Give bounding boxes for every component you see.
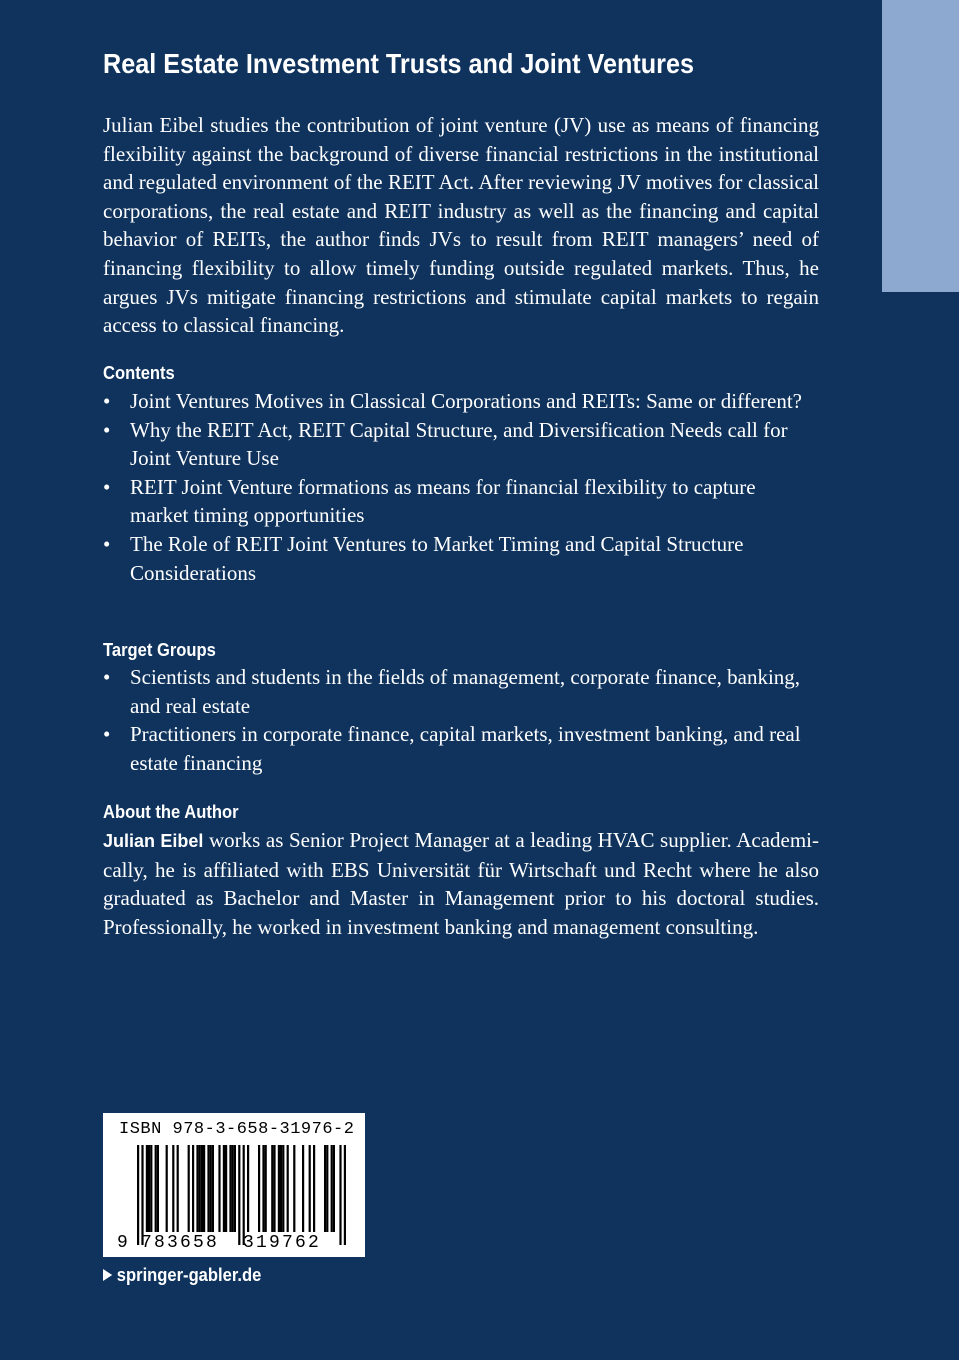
barcode-bar — [212, 1145, 214, 1232]
publisher-url: springer-gabler.de — [116, 1265, 262, 1285]
barcode-bar — [199, 1145, 201, 1232]
barcode-bar — [201, 1145, 203, 1232]
color-side-tab — [882, 0, 959, 292]
list-item-text: Joint Ventures Motives in Classical Corporations and REITs: Same or different? — [130, 389, 802, 413]
barcode-digits-left: 783658 — [141, 1233, 220, 1253]
barcode-bar — [203, 1145, 205, 1232]
isbn-label: ISBN 978-3-658-31976-2 — [119, 1120, 355, 1139]
book-abstract: Julian Eibel studies the contribution of joint venture (JV) use as means of financing flexibility against the background of diverse financial restrictions in the institutional and regulated environment of the REIT Act. After reviewing JV motives for classical corporations, the real estate and REIT industry as well as the financing and capital behavior of REITs, the author finds JVs to result from REIT managers’ need of financing flexibility to allow timely funding outside regulated markets. Thus, he argues JVs mitigate financing restrictions and stimulate capital markets to regain access to classical financing. — [103, 113, 819, 338]
bullet-icon: • — [103, 389, 111, 413]
barcode-bar — [188, 1145, 190, 1232]
barcode-bar — [218, 1145, 220, 1232]
barcode-bar — [141, 1145, 143, 1245]
barcode-bar — [293, 1145, 295, 1232]
barcode-bar — [234, 1145, 236, 1232]
barcode-bar — [155, 1145, 157, 1232]
list-item-text: The Role of REIT Joint Ventures to Market Timing and Capital Structure Considerations — [130, 531, 744, 585]
barcode-bar — [247, 1145, 249, 1232]
book-title: Real Estate Investment Trusts and Joint Ventures — [103, 48, 694, 79]
barcode-bar — [278, 1145, 280, 1232]
list-item — [103, 720, 803, 777]
barcode-bar — [344, 1145, 346, 1245]
barcode-bar — [324, 1145, 326, 1232]
bullet-icon: • — [103, 722, 111, 747]
isbn-barcode — [103, 1113, 365, 1257]
barcode-bar — [157, 1145, 159, 1232]
list-item-text: Practitioners in corporate finance, capital markets, investment banking, and real estate financing — [130, 722, 801, 775]
barcode-bar — [258, 1145, 260, 1232]
barcode-bar — [177, 1145, 179, 1232]
list-item — [103, 416, 803, 473]
barcode-bar — [282, 1145, 284, 1232]
barcode-bar — [265, 1145, 267, 1232]
bullet-icon: • — [103, 474, 111, 499]
barcode-digits — [103, 1232, 365, 1254]
barcode-bar — [172, 1145, 174, 1232]
barcode-bar — [331, 1145, 333, 1232]
contents-heading: Contents — [103, 363, 175, 383]
arrow-right-icon — [103, 1269, 112, 1281]
list-item — [103, 530, 803, 587]
about-author-text — [103, 826, 819, 941]
contents-list — [103, 387, 803, 587]
target-groups-list — [103, 663, 803, 777]
barcode-bar — [273, 1145, 275, 1232]
barcode-bar — [339, 1145, 341, 1245]
barcode-bar — [166, 1145, 168, 1232]
barcode-bar — [309, 1145, 311, 1232]
barcode-digit-first: 9 — [117, 1233, 128, 1253]
barcode-bar — [326, 1145, 328, 1232]
barcode-bar — [223, 1145, 225, 1232]
barcode-bar — [192, 1145, 194, 1232]
barcode-bar — [146, 1145, 148, 1232]
barcode-bar — [302, 1145, 304, 1232]
barcode-bar — [207, 1145, 209, 1232]
list-item — [103, 663, 803, 720]
barcode-bar — [232, 1145, 234, 1232]
barcode-bar — [210, 1145, 212, 1232]
list-item-text: Why the REIT Act, REIT Capital Structure, and Diversification Needs call for Joint Venture Use — [130, 417, 788, 471]
list-item-text: REIT Joint Venture formations as means for financial flexibility to capture market timing opportunities — [130, 474, 756, 528]
list-item — [103, 473, 803, 530]
about-author-heading: About the Author — [103, 802, 239, 822]
list-item-text: Scientists and students in the fields of management, corporate finance, banking, and real estate — [130, 665, 801, 718]
barcode-bar — [262, 1145, 264, 1232]
author-bio: works as Senior Project Manager at a leading HVAC supplier. Academically, he is affiliated with EBS Universität für Wirtschaft und Recht where he also graduated as Bachelor and Master in Management prior to his doctoral studies. Professionally, he worked in investment banking and management consulting. — [103, 828, 820, 939]
bullet-icon: • — [103, 531, 111, 556]
barcode-bar — [196, 1145, 198, 1232]
barcode-bar — [150, 1145, 152, 1232]
barcode-bar — [287, 1145, 289, 1232]
barcode-bar — [148, 1145, 150, 1232]
barcode-bar — [313, 1145, 315, 1232]
author-name: Julian Eibel — [103, 831, 204, 851]
barcode-bar — [229, 1145, 231, 1232]
barcode-bar — [238, 1145, 240, 1245]
barcode-bar — [243, 1145, 245, 1245]
barcode-digits-right: 319762 — [243, 1233, 322, 1253]
publisher-link[interactable] — [103, 1263, 261, 1287]
target-groups-heading: Target Groups — [103, 640, 216, 660]
list-item — [103, 387, 803, 416]
barcode-bar — [225, 1145, 227, 1232]
barcode-bar — [280, 1145, 282, 1232]
bullet-icon: • — [103, 665, 111, 689]
barcode-bar — [137, 1145, 139, 1245]
barcode-bar — [333, 1145, 335, 1232]
bullet-icon: • — [103, 417, 111, 442]
barcode-bar — [271, 1145, 273, 1232]
